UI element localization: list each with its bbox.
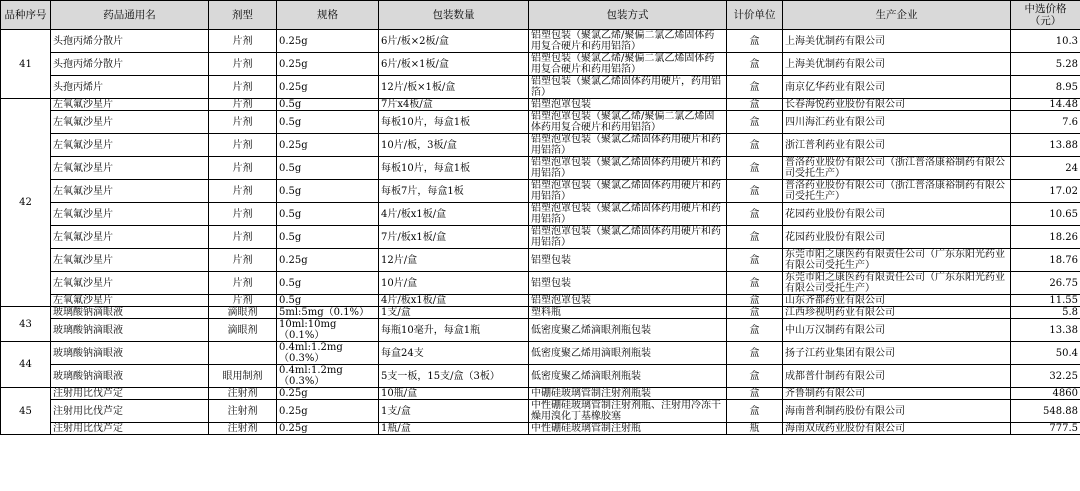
table-row	[1, 423, 1080, 435]
header-cell: 规格	[277, 1, 379, 30]
header-cell: 剂型	[209, 1, 277, 30]
header-cell: 包装数量	[379, 1, 529, 30]
manufacturer: 中山万汉制药有限公司	[783, 319, 1011, 342]
manufacturer: 普洛药业股份有限公司（浙江普洛康裕制药有限公司受托生产）	[783, 157, 1011, 180]
price-unit: 盒	[727, 53, 783, 76]
spec: 0.25g	[277, 76, 379, 99]
manufacturer: 山东齐都药业有限公司	[783, 295, 1011, 307]
pack-qty: 每板10片，每盒1板	[379, 111, 529, 134]
price: 14.48	[1011, 99, 1080, 111]
manufacturer: 东莞市阳之康医药有限责任公司（广东东阳光药业有限公司受托生产）	[783, 249, 1011, 272]
group-number: 42	[1, 99, 51, 307]
table-row	[1, 307, 1080, 319]
pack-method: 低密度聚乙烯滴眼剂瓶装	[529, 365, 727, 388]
dosage-form: 眼用制剂	[209, 365, 277, 388]
group-number: 43	[1, 307, 51, 342]
group-number: 44	[1, 342, 51, 388]
pack-qty: 每板7片，每盒1板	[379, 180, 529, 203]
dosage-form: 片剂	[209, 249, 277, 272]
price: 32.25	[1011, 365, 1080, 388]
pack-method: 铝塑泡罩包装（聚氯乙烯/聚偏二氯乙烯固体药用复合硬片和药用铝箔）	[529, 111, 727, 134]
pack-qty: 4片/板x1板/盒	[379, 203, 529, 226]
dosage-form	[209, 342, 277, 365]
price-unit: 盒	[727, 365, 783, 388]
spec: 0.4ml:1.2mg（0.3%）	[277, 342, 379, 365]
pack-qty: 6片/板×2板/盒	[379, 30, 529, 53]
price-unit: 盒	[727, 99, 783, 111]
pack-qty: 每盒24支	[379, 342, 529, 365]
table-row	[1, 249, 1080, 272]
drug-name: 左氧氟沙星片	[51, 203, 209, 226]
dosage-form: 注射剂	[209, 400, 277, 423]
pack-qty: 1瓶/盒	[379, 423, 529, 435]
table-row	[1, 53, 1080, 76]
drug-name: 左氧氟沙星片	[51, 226, 209, 249]
drug-name: 左氧氟沙星片	[51, 249, 209, 272]
pack-method: 铝塑泡罩包装（聚氯乙烯固体药用硬片和药用铝箔）	[529, 203, 727, 226]
manufacturer: 南京亿华药业有限公司	[783, 76, 1011, 99]
drug-name: 左氧氟沙星片	[51, 180, 209, 203]
manufacturer: 上海美优制药有限公司	[783, 30, 1011, 53]
table-row	[1, 134, 1080, 157]
pack-qty: 10片/板，3板/盒	[379, 134, 529, 157]
price: 18.26	[1011, 226, 1080, 249]
table-row	[1, 226, 1080, 249]
spec: 0.5g	[277, 295, 379, 307]
manufacturer: 普洛药业股份有限公司（浙江普洛康裕制药有限公司受托生产）	[783, 180, 1011, 203]
dosage-form: 滴眼剂	[209, 307, 277, 319]
price-unit: 盒	[727, 342, 783, 365]
price: 24	[1011, 157, 1080, 180]
dosage-form: 片剂	[209, 203, 277, 226]
spec: 10ml:10mg（0.1%）	[277, 319, 379, 342]
price-unit: 盒	[727, 180, 783, 203]
manufacturer: 长春海悦药业股份有限公司	[783, 99, 1011, 111]
table-row	[1, 99, 1080, 111]
pack-qty: 10瓶/盒	[379, 388, 529, 400]
drug-name: 玻璃酸钠滴眼液	[51, 342, 209, 365]
manufacturer: 四川海汇药业有限公司	[783, 111, 1011, 134]
price-unit: 盒	[727, 388, 783, 400]
manufacturer: 扬子江药业集团有限公司	[783, 342, 1011, 365]
table-row	[1, 400, 1080, 423]
drug-name: 左氧氟沙星片	[51, 134, 209, 157]
manufacturer: 齐鲁制药有限公司	[783, 388, 1011, 400]
pack-method: 铝塑泡罩包装（聚氯乙烯固体药用硬片和药用铝箔）	[529, 226, 727, 249]
price-unit: 盒	[727, 295, 783, 307]
price: 777.5	[1011, 423, 1080, 435]
price-unit: 盒	[727, 272, 783, 295]
spec: 0.5g	[277, 99, 379, 111]
spec: 0.5g	[277, 203, 379, 226]
pack-method: 铝塑泡罩包装（聚氯乙烯固体药用硬片和药用铝箔）	[529, 157, 727, 180]
spec: 0.25g	[277, 388, 379, 400]
spec: 0.25g	[277, 423, 379, 435]
header-cell: 品种序号	[1, 1, 51, 30]
drug-name: 注射用比伐芦定	[51, 400, 209, 423]
header-cell: 包装方式	[529, 1, 727, 30]
pack-qty: 1支/盒	[379, 307, 529, 319]
pack-method: 低密度聚乙烯滴眼剂瓶包装	[529, 319, 727, 342]
pack-method: 中性硼硅玻璃管制注射瓶	[529, 423, 727, 435]
price: 4860	[1011, 388, 1080, 400]
price: 17.02	[1011, 180, 1080, 203]
dosage-form: 滴眼剂	[209, 319, 277, 342]
manufacturer: 海南双成药业股份有限公司	[783, 423, 1011, 435]
price-unit: 盒	[727, 319, 783, 342]
price: 26.75	[1011, 272, 1080, 295]
price: 18.76	[1011, 249, 1080, 272]
spec: 0.5g	[277, 157, 379, 180]
manufacturer: 上海美优制药有限公司	[783, 53, 1011, 76]
manufacturer: 浙江普利药业有限公司	[783, 134, 1011, 157]
dosage-form: 片剂	[209, 180, 277, 203]
price-unit: 盒	[727, 307, 783, 319]
pack-method: 铝塑包装	[529, 249, 727, 272]
manufacturer: 东莞市阳之康医药有限责任公司（广东东阳光药业有限公司受托生产）	[783, 272, 1011, 295]
dosage-form: 注射剂	[209, 388, 277, 400]
drug-name: 左氧氟沙星片	[51, 295, 209, 307]
group-number: 45	[1, 388, 51, 435]
price: 7.6	[1011, 111, 1080, 134]
drug-name: 头孢丙烯分散片	[51, 30, 209, 53]
drug-name: 头孢丙烯片	[51, 76, 209, 99]
spec: 0.25g	[277, 30, 379, 53]
spec: 0.25g	[277, 400, 379, 423]
pack-method: 铝塑泡罩包装（聚氯乙烯固体药用硬片和药用铝箔）	[529, 134, 727, 157]
price: 10.65	[1011, 203, 1080, 226]
table-row	[1, 388, 1080, 400]
table-row	[1, 319, 1080, 342]
manufacturer: 花园药业股份有限公司	[783, 203, 1011, 226]
table-row	[1, 111, 1080, 134]
drug-name: 玻璃酸钠滴眼液	[51, 365, 209, 388]
manufacturer: 成都普什制药有限公司	[783, 365, 1011, 388]
dosage-form: 片剂	[209, 53, 277, 76]
price: 13.88	[1011, 134, 1080, 157]
drug-name: 玻璃酸钠滴眼液	[51, 319, 209, 342]
manufacturer: 海南普利制药股份有限公司	[783, 400, 1011, 423]
drug-name: 注射用比伐芦定	[51, 423, 209, 435]
dosage-form: 片剂	[209, 295, 277, 307]
spec: 0.5g	[277, 226, 379, 249]
table-row	[1, 30, 1080, 53]
price-unit: 盒	[727, 30, 783, 53]
pack-qty: 4片/板x1板/盒	[379, 295, 529, 307]
drug-name: 左氧氟沙星片	[51, 157, 209, 180]
header-row	[1, 1, 1080, 30]
dosage-form: 片剂	[209, 99, 277, 111]
price: 13.38	[1011, 319, 1080, 342]
dosage-form: 注射剂	[209, 423, 277, 435]
dosage-form: 片剂	[209, 111, 277, 134]
price-unit: 盒	[727, 226, 783, 249]
price-unit: 盒	[727, 400, 783, 423]
pack-qty: 12片/盒	[379, 249, 529, 272]
price: 548.88	[1011, 400, 1080, 423]
dosage-form: 片剂	[209, 272, 277, 295]
spec: 0.4ml:1.2mg（0.3%）	[277, 365, 379, 388]
pack-method: 低密度聚乙烯用滴眼剂瓶装	[529, 342, 727, 365]
spec: 0.5g	[277, 111, 379, 134]
table-row	[1, 342, 1080, 365]
table-row	[1, 76, 1080, 99]
dosage-form: 片剂	[209, 157, 277, 180]
spec: 0.5g	[277, 272, 379, 295]
header-cell: 中选价格 （元）	[1011, 1, 1080, 30]
table-row	[1, 365, 1080, 388]
header-cell: 药品通用名	[51, 1, 209, 30]
price: 11.55	[1011, 295, 1080, 307]
price: 5.8	[1011, 307, 1080, 319]
price-unit: 盒	[727, 249, 783, 272]
manufacturer: 江西珍视明药业有限公司	[783, 307, 1011, 319]
price-unit: 盒	[727, 76, 783, 99]
pack-qty: 7片x4板/盒	[379, 99, 529, 111]
table-row	[1, 180, 1080, 203]
price: 5.28	[1011, 53, 1080, 76]
price-unit: 盒	[727, 134, 783, 157]
header-cell: 计价单位	[727, 1, 783, 30]
dosage-form: 片剂	[209, 30, 277, 53]
pack-method: 铝塑泡罩包装	[529, 295, 727, 307]
dosage-form: 片剂	[209, 76, 277, 99]
pack-method: 中性硼硅玻璃管制注射剂瓶、注射用冷冻干燥用溴化丁基橡胶塞	[529, 400, 727, 423]
pack-qty: 5支一板，15支/盒（3板）	[379, 365, 529, 388]
pack-method: 铝塑包装（聚氯乙烯/聚偏二氯乙烯固体药用复合硬片和药用铝箔）	[529, 53, 727, 76]
price-unit: 瓶	[727, 423, 783, 435]
dosage-form: 片剂	[209, 226, 277, 249]
price: 50.4	[1011, 342, 1080, 365]
price-unit: 盒	[727, 111, 783, 134]
pack-method: 铝塑包装（聚氯乙烯固体药用硬片，药用铝箔）	[529, 76, 727, 99]
price: 8.95	[1011, 76, 1080, 99]
drug-name: 左氧氟沙星片	[51, 99, 209, 111]
spec: 0.25g	[277, 134, 379, 157]
drug-name: 玻璃酸钠滴眼液	[51, 307, 209, 319]
table-row	[1, 272, 1080, 295]
price-unit: 盒	[727, 203, 783, 226]
price: 10.3	[1011, 30, 1080, 53]
pack-method: 铝塑包装	[529, 272, 727, 295]
pack-method: 铝塑泡罩包装	[529, 99, 727, 111]
price-unit: 盒	[727, 157, 783, 180]
spec: 5ml:5mg（0.1%）	[277, 307, 379, 319]
pack-qty: 10片/盒	[379, 272, 529, 295]
pack-qty: 每板10片，每盒1板	[379, 157, 529, 180]
pack-qty: 6片/板×1板/盒	[379, 53, 529, 76]
drug-name: 注射用比伐芦定	[51, 388, 209, 400]
table-row	[1, 203, 1080, 226]
manufacturer: 花园药业股份有限公司	[783, 226, 1011, 249]
pack-method: 塑料瓶	[529, 307, 727, 319]
pack-qty: 7片/板x1板/盒	[379, 226, 529, 249]
pack-qty: 1支/盒	[379, 400, 529, 423]
pack-qty: 每瓶10毫升，每盒1瓶	[379, 319, 529, 342]
table-row	[1, 295, 1080, 307]
header-cell: 生产企业	[783, 1, 1011, 30]
table-row	[1, 157, 1080, 180]
pack-method: 中硼硅玻璃管制注射剂瓶装	[529, 388, 727, 400]
drug-name: 头孢丙烯分散片	[51, 53, 209, 76]
drug-name: 左氧氟沙星片	[51, 272, 209, 295]
dosage-form: 片剂	[209, 134, 277, 157]
group-number: 41	[1, 30, 51, 99]
pack-method: 铝塑包装（聚氯乙烯/聚偏二氯乙烯固体药用复合硬片和药用铝箔）	[529, 30, 727, 53]
drug-name: 左氧氟沙星片	[51, 111, 209, 134]
pack-qty: 12片/板×1板/盒	[379, 76, 529, 99]
spec: 0.25g	[277, 53, 379, 76]
pack-method: 铝塑泡罩包装（聚氯乙烯固体药用硬片和药用铝箔）	[529, 180, 727, 203]
spec: 0.5g	[277, 180, 379, 203]
spec: 0.25g	[277, 249, 379, 272]
